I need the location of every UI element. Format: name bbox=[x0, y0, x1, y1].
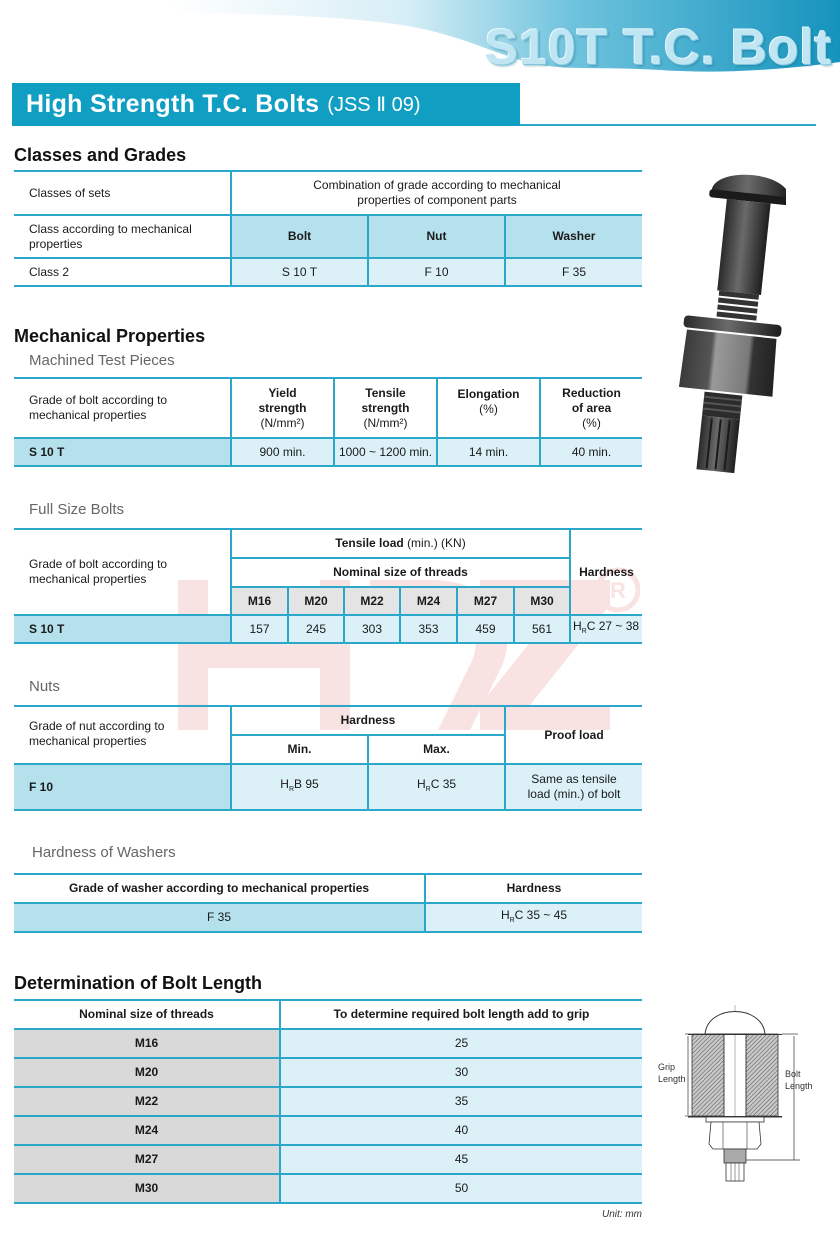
add-cell: 40 bbox=[280, 1116, 642, 1145]
classes-heading: Classes and Grades bbox=[14, 145, 187, 165]
add-cell: 45 bbox=[280, 1145, 642, 1174]
washer-hardness-value: $H_RC$ 35 ~ 45 bbox=[425, 903, 642, 932]
nuts-table bbox=[14, 705, 642, 811]
size-m16: M16 bbox=[231, 587, 288, 615]
bolt-length-table bbox=[14, 999, 642, 1204]
classes-table bbox=[14, 170, 642, 287]
table-row bbox=[14, 1174, 642, 1203]
classes-of-sets-label: Classes of sets bbox=[14, 171, 231, 215]
mechanical-heading: Mechanical Properties bbox=[14, 326, 206, 346]
load-m16: 157 bbox=[231, 615, 288, 643]
unit-label: Unit: mm bbox=[602, 1209, 642, 1220]
class-2-label: Class 2 bbox=[14, 258, 231, 286]
size-m20: M20 bbox=[288, 587, 344, 615]
svg-text:Length: Length bbox=[785, 1081, 813, 1091]
load-m22: 303 bbox=[344, 615, 400, 643]
add-cell: 25 bbox=[280, 1029, 642, 1058]
washer-grade: F 35 bbox=[505, 258, 642, 286]
svg-text:R: R bbox=[610, 578, 626, 603]
bolt-grade: S 10 T bbox=[231, 258, 368, 286]
svg-text:Bolt: Bolt bbox=[785, 1069, 801, 1079]
max-header: Max. bbox=[368, 735, 505, 764]
table-row bbox=[14, 764, 642, 810]
reduction-header: Reduction of area (%) bbox=[540, 378, 642, 438]
nut-grade-value: F 10 bbox=[14, 764, 231, 810]
table-row bbox=[14, 258, 642, 286]
banner-title: S10T T.C. Bolt bbox=[484, 19, 832, 75]
add-cell: 50 bbox=[280, 1174, 642, 1203]
table-row bbox=[14, 1000, 642, 1029]
full-size-table bbox=[14, 528, 642, 644]
machined-heading: Machined Test Pieces bbox=[29, 352, 175, 369]
table-row bbox=[14, 706, 642, 735]
size-cell: M22 bbox=[14, 1087, 280, 1116]
machined-table bbox=[14, 377, 642, 467]
yield-value: 900 min. bbox=[231, 438, 334, 466]
class-mech-label: Class according to mechanical properties bbox=[14, 215, 231, 258]
table-row bbox=[14, 874, 642, 903]
svg-text:Grip: Grip bbox=[658, 1062, 676, 1072]
size-m30: M30 bbox=[514, 587, 570, 615]
full-size-heading: Full Size Bolts bbox=[29, 501, 125, 518]
size-cell: M24 bbox=[14, 1116, 280, 1145]
size-m24: M24 bbox=[400, 587, 457, 615]
elongation-value: 14 min. bbox=[437, 438, 540, 466]
table-row bbox=[14, 215, 642, 258]
grade-value: S 10 T bbox=[14, 615, 231, 643]
grade-header: Grade of bolt according to mechanical properties bbox=[14, 378, 231, 438]
nut-hardness-header: Hardness bbox=[231, 706, 505, 735]
top-banner bbox=[0, 0, 840, 78]
title-rule bbox=[520, 124, 816, 126]
max-value: $H_RC$ 35 bbox=[368, 764, 505, 810]
table-row bbox=[14, 903, 642, 932]
nut-header: Nut bbox=[368, 215, 505, 258]
reduction-value: 40 min. bbox=[540, 438, 642, 466]
yield-header: Yield strength (N/mm²) bbox=[231, 378, 334, 438]
add-to-grip-header: To determine required bolt length add to grip bbox=[280, 1000, 642, 1029]
table-row bbox=[14, 1116, 642, 1145]
page-title-bar bbox=[12, 83, 520, 126]
bolt-length-heading: Determination of Bolt Length bbox=[14, 973, 262, 993]
grade-value: S 10 T bbox=[14, 438, 231, 466]
nut-grade: F 10 bbox=[368, 258, 505, 286]
elongation-header: Elongation (%) bbox=[437, 378, 540, 438]
washer-header: Washer bbox=[505, 215, 642, 258]
table-row bbox=[14, 1029, 642, 1058]
page-title: High Strength T.C. Bolts bbox=[26, 90, 320, 118]
combination-header: Combination of grade according to mechanical properties of component parts bbox=[231, 171, 642, 215]
load-m30: 561 bbox=[514, 615, 570, 643]
svg-text:Length: Length bbox=[658, 1074, 686, 1084]
table-row bbox=[14, 171, 642, 215]
size-cell: M27 bbox=[14, 1145, 280, 1174]
proof-load-header: Proof load bbox=[505, 706, 642, 764]
add-cell: 30 bbox=[280, 1058, 642, 1087]
nut-grade-header: Grade of nut according to mechanical properties bbox=[14, 706, 231, 764]
washer-hardness-header: Hardness bbox=[425, 874, 642, 903]
load-m27: 459 bbox=[457, 615, 514, 643]
bolt-length-diagram-icon bbox=[648, 1000, 818, 1185]
nuts-heading: Nuts bbox=[29, 678, 60, 695]
tc-bolt-photo-icon bbox=[676, 162, 786, 482]
tensile-header: Tensile strength (N/mm²) bbox=[334, 378, 437, 438]
table-row bbox=[14, 529, 642, 558]
bolt-header: Bolt bbox=[231, 215, 368, 258]
table-row bbox=[14, 1087, 642, 1116]
nominal-size-header: Nominal size of threads bbox=[231, 558, 570, 587]
tensile-value: 1000 ~ 1200 min. bbox=[334, 438, 437, 466]
nominal-size-header: Nominal size of threads bbox=[14, 1000, 280, 1029]
size-cell: M20 bbox=[14, 1058, 280, 1087]
washer-grade-value: F 35 bbox=[14, 903, 425, 932]
grade-header: Grade of bolt according to mechanical properties bbox=[14, 529, 231, 615]
size-m27: M27 bbox=[457, 587, 514, 615]
min-header: Min. bbox=[231, 735, 368, 764]
size-cell: M16 bbox=[14, 1029, 280, 1058]
table-row bbox=[14, 438, 642, 466]
size-m22: M22 bbox=[344, 587, 400, 615]
min-value: $H_RB$ 95 bbox=[231, 764, 368, 810]
proof-load-value: Same as tensile load (min.) of bolt bbox=[505, 764, 642, 810]
add-cell: 35 bbox=[280, 1087, 642, 1116]
page-subtitle: (JSS Ⅱ 09) bbox=[327, 94, 421, 116]
table-row bbox=[14, 1058, 642, 1087]
washer-grade-header: Grade of washer according to mechanical properties bbox=[14, 874, 425, 903]
table-row bbox=[14, 378, 642, 438]
load-m20: 245 bbox=[288, 615, 344, 643]
hardness-header: Hardness bbox=[570, 529, 642, 615]
table-row bbox=[14, 1145, 642, 1174]
size-cell: M30 bbox=[14, 1174, 280, 1203]
tensile-load-header: Tensile load (min.) (KN) bbox=[231, 529, 570, 558]
washers-heading: Hardness of Washers bbox=[32, 844, 176, 861]
hardness-value: $H_RC$ 27 ~ 38 bbox=[570, 615, 642, 643]
table-row bbox=[14, 615, 642, 643]
load-m24: 353 bbox=[400, 615, 457, 643]
washers-table bbox=[14, 873, 642, 933]
